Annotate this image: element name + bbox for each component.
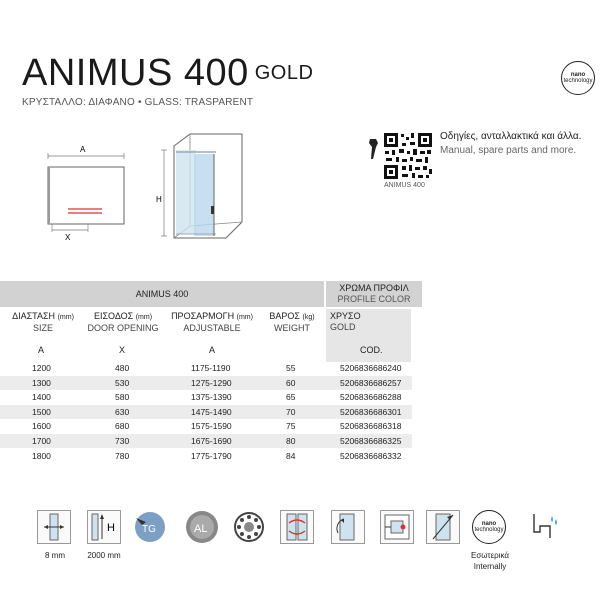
nano-technology-badge (561, 61, 595, 95)
height-letter: H (107, 522, 115, 534)
table-row (0, 376, 412, 390)
table-cell: 580 (115, 392, 130, 403)
glass-type: ΚΡΥΣΤΑΛΛΟ: ΔΙΑΦΑΝΟ • GLASS: TRASPARENT (22, 97, 254, 108)
col-weight-header (262, 311, 322, 334)
table-row (0, 390, 412, 404)
col-en: DOOR OPENING (87, 323, 159, 333)
table-cell: 1300 (32, 377, 51, 388)
table-cell: 1200 (32, 363, 51, 373)
col-gr: ΠΡΟΣΑΡΜΟΓΗ (171, 311, 235, 321)
col-unit: (mm) (135, 314, 153, 321)
sliding-door-icon (331, 510, 365, 544)
col-en: ADJUSTABLE (183, 323, 241, 333)
wrench-qr-icon (366, 131, 436, 181)
title-main: ANIMUS 400 (22, 52, 249, 94)
table-row (0, 361, 412, 375)
qr-text-english: Manual, spare parts and more. (440, 145, 577, 156)
front-view-drawing (150, 130, 250, 250)
table-cell: 630 (115, 406, 130, 417)
table-cell: 60 (286, 377, 296, 388)
badge-bottom: technology (563, 78, 593, 84)
table-cell: 530 (115, 377, 130, 388)
col-en: WEIGHT (274, 323, 310, 333)
dim-h-label: H (156, 195, 162, 204)
dim-x-label: X (65, 233, 71, 242)
easy-clean-icon (528, 510, 562, 544)
col-unit: (mm) (57, 314, 74, 321)
col-size-header (0, 311, 86, 334)
door-handle-icon (426, 510, 460, 544)
nano-top: nano (481, 521, 497, 527)
internal-label-en: Internally (473, 562, 507, 571)
sym-a2: A (209, 345, 216, 355)
table-cell: 70 (286, 406, 296, 417)
dim-a-label: A (80, 145, 86, 154)
internal-label-gr: Εσωτερικά (471, 551, 509, 560)
table-cell: 730 (115, 436, 130, 446)
table-cell: 5206836686325 (340, 436, 402, 446)
nano-bottom: technology (474, 527, 504, 533)
col-gr: ΕΙΣΟΔΟΣ (93, 311, 134, 321)
profile-color-header (326, 281, 422, 307)
col-door-header (80, 311, 166, 334)
table-cell: 480 (115, 363, 130, 373)
aluminium-icon (185, 510, 219, 544)
table-row (0, 434, 412, 448)
sym-a: A (38, 345, 45, 355)
col-en: SIZE (32, 323, 53, 333)
reversible-installation-icon (280, 510, 314, 544)
table-cell: 1400 (32, 392, 51, 403)
col-en: GOLD (330, 322, 356, 332)
table-row (0, 405, 412, 419)
profile-color-gr: ΧΡΩΜΑ ΠΡΟΦΙΛ (339, 283, 409, 293)
col-unit: (kg) (302, 314, 315, 321)
qr-label: ANIMUS 400 (384, 182, 425, 189)
table-cell: 5206836686288 (340, 392, 402, 403)
qr-text-greek: Οδηγίες, ανταλλακτικά και άλλα. (440, 131, 582, 142)
col-gold-header (330, 311, 361, 333)
table-cell: 1175-1190 (191, 363, 231, 373)
height-label: 2000 mm (87, 551, 121, 560)
table-cell: 5206836686332 (340, 450, 402, 461)
col-gr: ΔΙΑΣΤΑΣΗ (12, 311, 56, 321)
table-cell: 5206836686257 (340, 377, 402, 388)
tg-text: TG (142, 524, 156, 535)
col-gr: ΧΡΥΣΟ (330, 311, 361, 321)
nano-coating-icon (472, 510, 506, 544)
col-adjustable-header (164, 311, 260, 334)
table-header: ANIMUS 400 (0, 281, 324, 307)
sym-cod: COD. (360, 345, 383, 355)
table-cell: 55 (286, 363, 296, 373)
table-cell: 1675-1690 (191, 436, 232, 446)
top-view-drawing (40, 140, 135, 245)
profile-color-en: PROFILE COLOR (337, 294, 411, 304)
table-cell: 1800 (32, 450, 51, 461)
table-cell: 5206836686301 (340, 406, 402, 417)
table-cell: 1275-1290 (191, 377, 232, 388)
col-unit: (mm) (236, 314, 253, 321)
table-cell: 80 (286, 436, 296, 446)
title-suffix: GOLD (254, 62, 314, 84)
table-cell: 84 (286, 450, 296, 461)
product-title (22, 52, 313, 95)
table-cell: 5206836686240 (340, 363, 402, 373)
qr-block[interactable] (366, 131, 436, 186)
tempered-glass-icon (133, 510, 167, 544)
col-gr: ΒΑΡΟΣ (269, 311, 300, 321)
table-row (0, 419, 412, 433)
glass-thickness-icon (37, 510, 71, 544)
table-cell: 1375-1390 (191, 392, 232, 403)
table-cell: 1775-1790 (191, 450, 232, 461)
al-text: AL (194, 523, 208, 535)
badge-top: nano (570, 72, 586, 78)
table-cell: 680 (115, 421, 130, 432)
table-cell: 1475-1490 (191, 406, 232, 417)
table-cell: 1500 (32, 406, 51, 417)
table-cell: 5206836686318 (340, 421, 402, 432)
table-cell: 1600 (32, 421, 51, 432)
table-cell: 780 (115, 450, 130, 461)
table-cell: 75 (286, 421, 296, 432)
table-cell: 1575-1590 (191, 421, 232, 432)
roller-wheels-icon (232, 510, 266, 544)
thickness-label: 8 mm (45, 551, 65, 560)
table-row (0, 449, 412, 463)
sym-x: X (119, 345, 126, 355)
table-cell: 1700 (32, 436, 51, 446)
table-cell: 65 (286, 392, 296, 403)
height-icon (87, 510, 121, 544)
magnetic-seal-icon (380, 510, 414, 544)
